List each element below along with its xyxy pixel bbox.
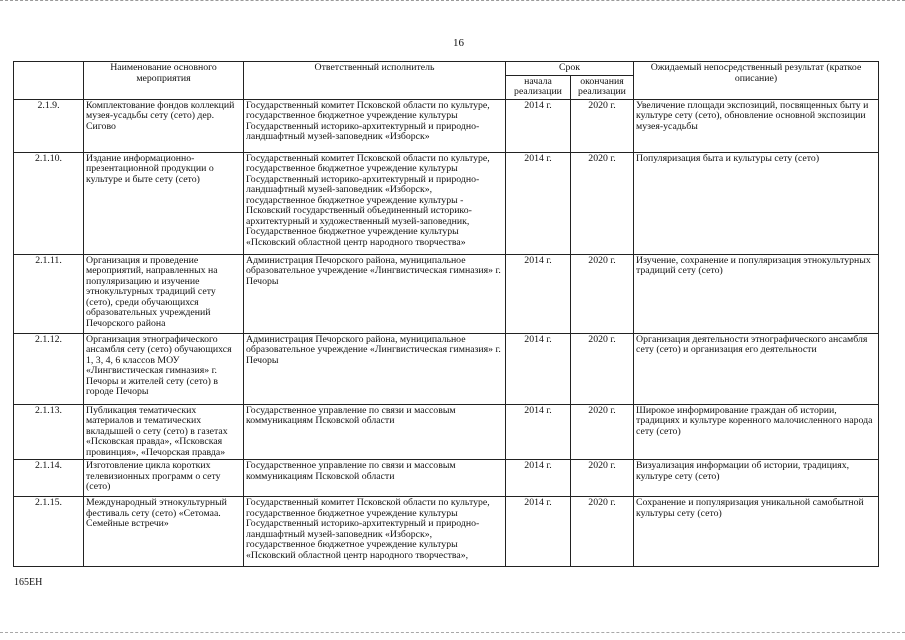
row-result: Организация деятельности этнографического ансамбля сету (сето) и организация его деятельности [634, 333, 879, 404]
row-start-year: 2014 г. [506, 404, 571, 460]
row-number: 2.1.12. [14, 333, 84, 404]
row-executor: Администрация Печорского района, муниципальное образовательное учреждение «Лингвистическая гимназия» г. Печоры [244, 254, 506, 333]
row-measure-name: Издание информационно-презентационной продукции о культуре и быте сету (сето) [84, 152, 244, 254]
row-executor: Государственный комитет Псковской области по культуре, государственное бюджетное учреждение культуры Государственный историко-архитектурный и природно-ландшафтный музей-заповедник «Изборск», государственное бюджетное учреждение культуры «Псковский областной центр народного творчества», [244, 497, 506, 567]
document-code: 165ЕН [14, 577, 43, 588]
row-end-year: 2020 г. [571, 99, 634, 152]
row-executor: Государственное управление по связи и массовым коммуникациям Псковской области [244, 404, 506, 460]
row-end-year: 2020 г. [571, 333, 634, 404]
row-end-year: 2020 г. [571, 152, 634, 254]
table-row [14, 99, 879, 152]
row-start-year: 2014 г. [506, 333, 571, 404]
header-executor: Ответственный исполнитель [244, 62, 506, 100]
header-end: окончания реализации [571, 75, 634, 99]
header-start: начала реализации [506, 75, 571, 99]
row-end-year: 2020 г. [571, 404, 634, 460]
header-result: Ожидаемый непосредственный результат (краткое описание) [634, 62, 879, 100]
row-number: 2.1.10. [14, 152, 84, 254]
scan-edge-bottom [0, 632, 905, 636]
row-measure-name: Международный этнокультурный фестиваль сету (сето) «Сетомаа. Семейные встречи» [84, 497, 244, 567]
row-executor: Администрация Печорского района, муниципальное образовательное учреждение «Лингвистическая гимназия» г. Печоры [244, 333, 506, 404]
row-end-year: 2020 г. [571, 254, 634, 333]
row-executor: Государственное управление по связи и массовым коммуникациям Псковской области [244, 460, 506, 497]
row-measure-name: Публикация тематических материалов и тематических вкладышей о сету (сето) в газетах «Псковская правда», «Псковская провинция», «Печорская правда» [84, 404, 244, 460]
row-number: 2.1.14. [14, 460, 84, 497]
row-number: 2.1.11. [14, 254, 84, 333]
row-measure-name: Изготовление цикла коротких телевизионных программ о сету (сето) [84, 460, 244, 497]
page-number: 16 [453, 37, 464, 49]
table-row [14, 333, 879, 404]
row-start-year: 2014 г. [506, 497, 571, 567]
header-name: Наименование основного мероприятия [84, 62, 244, 100]
row-number: 2.1.13. [14, 404, 84, 460]
measures-table [13, 61, 879, 567]
table-row [14, 497, 879, 567]
header-term: Срок [506, 62, 634, 76]
row-start-year: 2014 г. [506, 460, 571, 497]
row-start-year: 2014 г. [506, 254, 571, 333]
row-measure-name: Организация этнографического ансамбля сету (сето) обучающихся 1, 3, 4, 6 классов МОУ «Лингвистическая гимназия» г. Печоры и жителей сету (сето) в городе Печоры [84, 333, 244, 404]
row-measure-name: Комплектование фондов коллекций музея-усадьбы сету (сето) дер. Сигово [84, 99, 244, 152]
row-result: Изучение, сохранение и популяризация этнокультурных традиций сету (сето) [634, 254, 879, 333]
table-header [14, 62, 879, 100]
row-end-year: 2020 г. [571, 497, 634, 567]
row-start-year: 2014 г. [506, 152, 571, 254]
table-row [14, 152, 879, 254]
table-row [14, 460, 879, 497]
row-end-year: 2020 г. [571, 460, 634, 497]
row-number: 2.1.15. [14, 497, 84, 567]
scan-edge-top [0, 0, 905, 4]
table-row [14, 254, 879, 333]
row-executor: Государственный комитет Псковской области по культуре, государственное бюджетное учреждение культуры Государственный историко-архитектурный и природно-ландшафтный музей-заповедник «Изборск», государственное бюджетное учреждение культуры - Псковский государственный объединенный историко-архитектурный и художественный музей-заповедник, Государственное бюджетное учреждение культуры «Псковский областной центр народного творчества» [244, 152, 506, 254]
row-result: Сохранение и популяризация уникальной самобытной культуры сету (сето) [634, 497, 879, 567]
table-body [14, 99, 879, 567]
row-result: Увеличение площади экспозиций, посвященных быту и культуре сету (сето), обновление основной экспозиции музея-усадьбы [634, 99, 879, 152]
table-row [14, 404, 879, 460]
row-start-year: 2014 г. [506, 99, 571, 152]
row-executor: Государственный комитет Псковской области по культуре, государственное бюджетное учреждение культуры Государственный историко-архитектурный и природно-ландшафтный музей-заповедник «Изборск» [244, 99, 506, 152]
row-result: Широкое информирование граждан об истории, традициях и культуре коренного малочисленного народа сету (сето) [634, 404, 879, 460]
row-result: Популяризация быта и культуры сету (сето) [634, 152, 879, 254]
row-measure-name: Организация и проведение мероприятий, направленных на популяризацию и изучение этнокультурных традиций сету (сето), среди обучающихся образовательных учреждений Печорского района [84, 254, 244, 333]
row-number: 2.1.9. [14, 99, 84, 152]
header-number [14, 62, 84, 100]
row-result: Визуализация информации об истории, традициях, культуре сету (сето) [634, 460, 879, 497]
